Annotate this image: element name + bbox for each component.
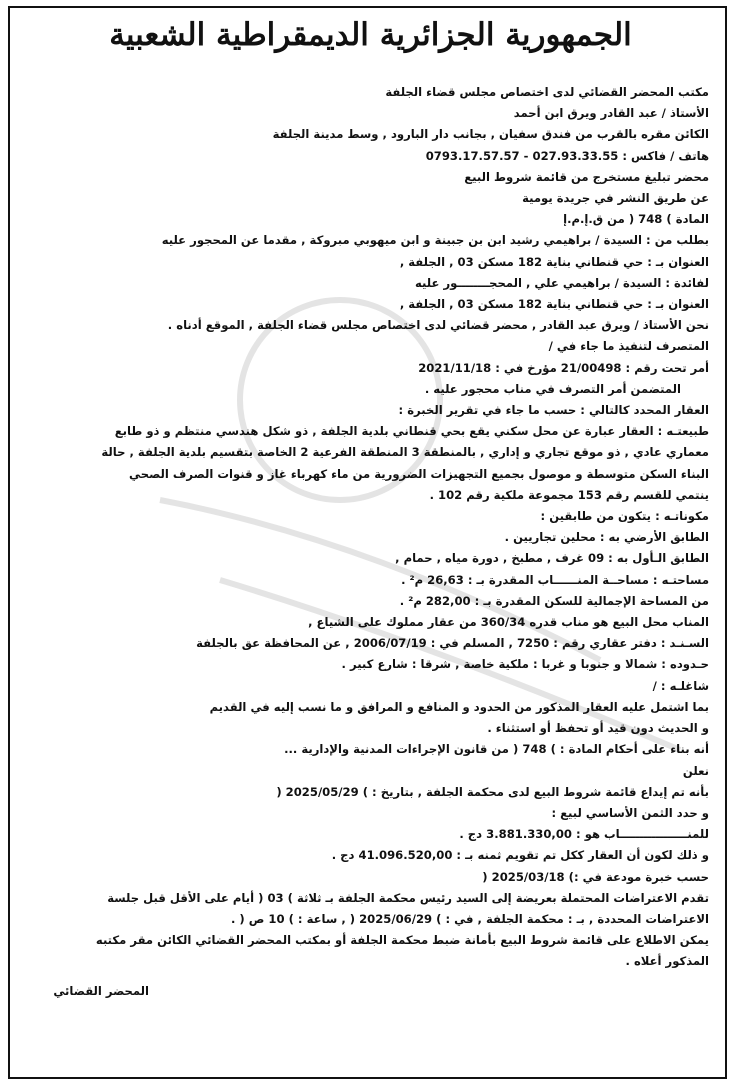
beneficiary-line: لفائدة : السيدة / براهيمي علي , المحجــــــــور عليه [415,275,709,290]
announce-line: نعلن [682,763,709,778]
total-area-line: من المساحة الإجمالية للسكن المقدرة بـ : 282,00 م² . [399,593,709,608]
includes-line-2: و الحديث دون قيد أو تحفظ أو استثناء . [487,721,709,736]
order-line: أمر تحت رقم : 21/00498 مؤرخ في : 2021/11/18 [418,360,709,375]
address1-line: العنوان بـ : حي قنطاني بناية 182 مسكن 03 , الجلفة , [399,254,709,269]
nature-line-1: طبيعتـه : العقار عبارة عن محل سكني يقع بحي قنطاني بلدية الجلفة , ذو شكل هندسي منتظم و ذو طابع [114,424,709,439]
signature: المحضر القضائي [53,983,149,998]
article-line: المادة ) 748 ( من ق.إ.م.إ [563,212,709,227]
base-price-line: للمنـــــــــــــــــاب هو : 3.881.330,00 دج . [459,827,709,842]
bailiff-line: الأستاذ / عبد القادر ويرق ابن أحمد [513,106,709,121]
nature-line-4: ينتمي للقسم رقم 153 مجموعة ملكية رقم 102 . [429,487,709,502]
order-contents-line: المتضمن أمر التصرف في مناب محجور عليه . [424,381,681,396]
property-def-line: العقار المحدد كالتالي : حسب ما جاء في تقرير الخبرة : [398,403,709,418]
deposit-line: بأنه تم إيداع قائمة شروط البيع لدى محكمة الجلفة , بتاريخ : ) 2025/05/29 ( [276,784,709,799]
expertise-line: حسب خبرة مودعة في :) 2025/03/18 ( [482,869,709,884]
subject-line: محضر تبليغ مستخرج من قائمة شروط البيع [464,169,709,184]
deed-line: السـنـد : دفتر عقاري رقم : 7250 , المسلم في : 2006/07/19 , عن المحافظة عق بالجلفة [196,636,709,651]
consult-line-1: يمكن الاطلاع على قائمة شروط البيع بأمانة ضبط محكمة الجلفة أو بمكتب المحضر القضائي الكائن مقر مكتبه [95,933,709,948]
executing-line: المتصرف لتنفيذ ما جاء في / [548,339,709,354]
components-line: مكوناتـه : يتكون من طابقين : [540,509,709,524]
nature-line-3: البناء السكن متوسطة و موصول بجميع التجهيزات الضرورية من ماء كهرباء غاز و قنوات الصرف الصحي [129,466,709,481]
phone-line: هاتف / فاكس : 027.93.33.55 - 0793.17.57.57 [425,148,709,163]
we-line: نحن الأستاذ / ويرق عبد القادر , محضر قضائي لدى اختصاص مجلس قضاء الجلفة , الموقع أدناه . [167,318,709,333]
bounds-line: حـدوده : شمالا و جنوبا و غربا : ملكية خاصة , شرقا : شارع كبير . [341,657,709,672]
occupant-line: شاغلـه : / [652,678,709,693]
ground-floor-line: الطابق الأرضي به : محلين تجاريين . [504,530,709,545]
objections-line-2: الاعتراضات المحددة , بـ : محكمة الجلفة , في : ) 2025/06/29 ( , ساعة : ) 10 ص ( . [230,911,709,926]
address-line: الكائن مقره بالقرب من فندق سفيان , بجانب دار البارود , وسط مدينة الجلفة [272,127,709,142]
share-line: المناب محل البيع هو مناب قدره 360/34 من عقار مملوك على الشياع , [308,615,709,630]
address2-line: العنوان بـ : حي قنطاني بناية 182 مسكن 03 , الجلفة , [399,297,709,312]
request-line: بطلب من : السيدة / براهيمي رشيد ابن بن جبينة و ابن ميهوبي مبروكة , مقدما عن المحجور عليه [161,233,709,248]
nature-line-2: معماري عادي , ذو موقع تجاري و إداري , بالمنطقة 3 المنطقة الفرعية 2 الخاصة بتقسيم بلدية الجلفة , حالة [101,445,709,460]
page-title: الجمهورية الجزائرية الديمقراطية الشعبية [109,17,632,53]
office-line: مكتب المحضر القضائي لدى اختصاص مجلس قضاء الجلفة [385,85,709,99]
notice-frame [8,6,727,1079]
notice-body [32,82,709,1002]
objections-line-1: تقدم الاعتراضات المحتملة بعريضة إلى السيد رئيس محكمة الجلفة بـ ثلاثة ) 03 ( أيام على الأقل قبل جلسة [107,890,709,905]
consult-line-2: المذكور أعلاه . [625,954,709,969]
area-line: مساحتـه : مساحــة المنــــــاب المقدرة بـ : 26,63 م² . [401,572,709,587]
valuation-line: و ذلك لكون أن العقار ككل تم تقويم ثمنه بـ : 41.096.520,00 دج . [331,848,709,863]
via-line: عن طريق النشر في جريدة يومية [522,191,709,206]
includes-line-1: بما اشتمل عليه العقار المذكور من الحدود و المنافع و المرافق و ما نسب إليه في القديم [209,699,709,714]
base-price-intro-line: و حدد الثمن الأساسي لبيع : [551,805,709,820]
first-floor-line: الطابق الـأول به : 09 غرف , مطبخ , دورة مياه , حمام , [395,551,709,566]
legal-basis-line: أنه بناء على أحكام المادة : ) 748 ( من قانون الإجراءات المدنية والإدارية ... [284,742,709,757]
